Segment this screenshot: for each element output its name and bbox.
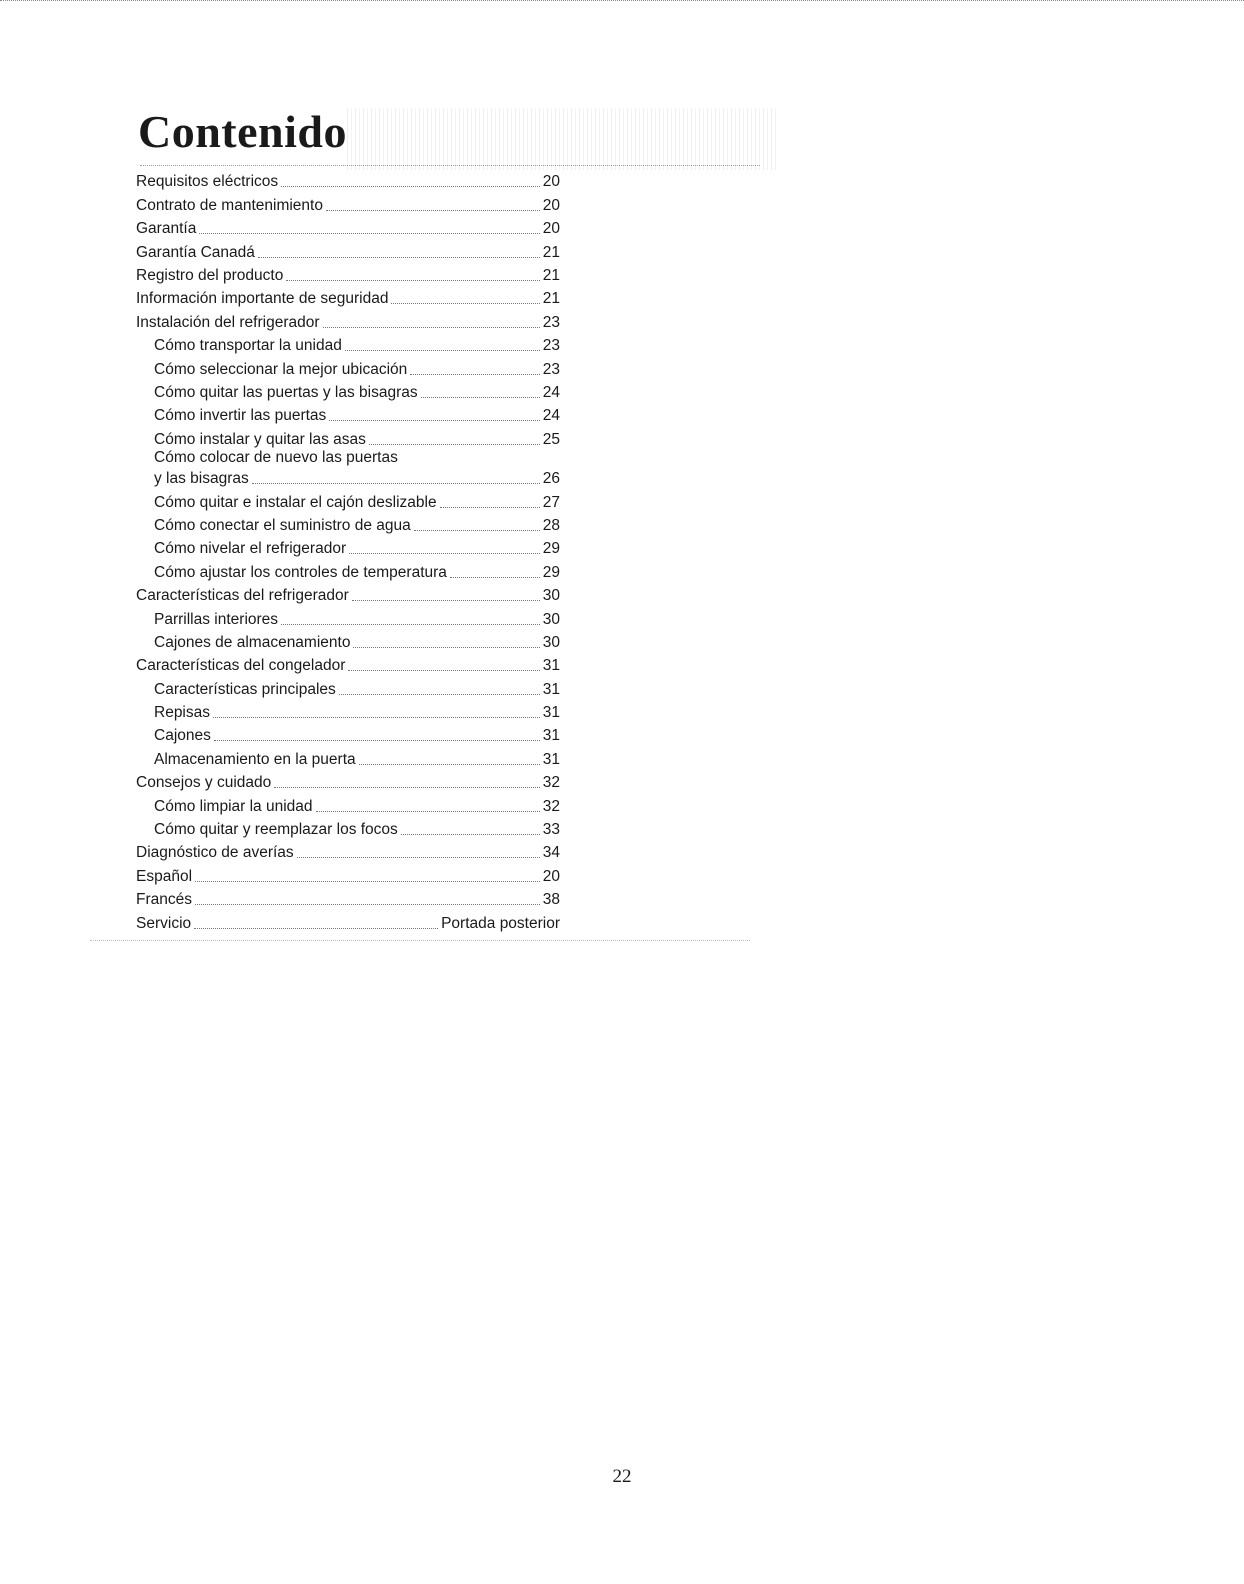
toc-entry [136, 629, 560, 652]
toc-entry-page: 31 [542, 704, 560, 722]
toc-entry-title: Servicio [136, 914, 192, 932]
toc-entry [136, 862, 560, 885]
dot-leader [359, 764, 540, 765]
toc-entry [136, 191, 560, 214]
toc-entry-page: 23 [542, 313, 560, 331]
toc-entry-title: Español [136, 867, 193, 885]
bottom-scan-rule [90, 940, 750, 942]
toc-entry-title: Cómo ajustar los controles de temperatura [154, 563, 447, 581]
toc-entry-title: Cómo quitar e instalar el cajón deslizable [154, 493, 437, 511]
toc-entry-title: Cómo invertir las puertas [154, 407, 327, 425]
dot-leader [316, 811, 540, 812]
toc-entry-page: 25 [542, 430, 560, 448]
dot-leader [329, 420, 539, 421]
toc-entry [136, 745, 560, 768]
toc-entry-continuation [136, 467, 560, 488]
toc-entry-title: Cómo transportar la unidad [154, 337, 342, 355]
dot-leader [414, 530, 540, 531]
toc-entry-page: 32 [542, 797, 560, 815]
toc-entry-page: 31 [542, 750, 560, 768]
toc-entry-page: 31 [542, 727, 560, 745]
toc-entry-page: 20 [542, 220, 560, 238]
toc-entry-page: 24 [542, 407, 560, 425]
toc-entry [136, 886, 560, 909]
toc-entry-title: Repisas [154, 704, 210, 722]
dot-leader [194, 928, 438, 929]
dot-leader [440, 507, 540, 508]
dot-leader [213, 717, 540, 718]
toc-entry-page: 31 [542, 680, 560, 698]
toc-entry-title: Cómo quitar las puertas y las bisagras [154, 383, 418, 401]
dot-leader [286, 280, 539, 281]
toc-entry-page: 28 [542, 516, 560, 534]
toc-entry-title: Cajones de almacenamiento [154, 633, 351, 651]
toc-entry-title: Información importante de seguridad [136, 290, 389, 308]
dot-leader [353, 647, 539, 648]
toc-entry [136, 238, 560, 261]
toc-entry [136, 449, 560, 468]
toc-entry [136, 675, 560, 698]
toc-entry [136, 285, 560, 308]
toc-entry [136, 652, 560, 675]
toc-entry-page: 30 [542, 633, 560, 651]
toc-entry-title: Garantía Canadá [136, 243, 255, 261]
dot-leader [199, 233, 539, 234]
toc-entry [136, 355, 560, 378]
dot-leader [450, 577, 540, 578]
dot-leader [401, 834, 540, 835]
toc-entry-title: Cómo instalar y quitar las asas [154, 430, 366, 448]
dot-leader [281, 624, 540, 625]
toc-entry [136, 488, 560, 511]
toc-entry-page: 21 [542, 290, 560, 308]
toc-entry-title: Consejos y cuidado [136, 774, 272, 792]
dot-leader [281, 186, 540, 187]
toc-entry-title: Cómo nivelar el refrigerador [154, 540, 347, 558]
toc-entry [136, 699, 560, 722]
dot-leader [297, 857, 540, 858]
toc-entry-page: 20 [542, 196, 560, 214]
toc-entry-page: 30 [542, 587, 560, 605]
toc-entry-title: Cómo limpiar la unidad [154, 797, 313, 815]
dot-leader [326, 210, 540, 211]
toc-entry-title: Contrato de mantenimiento [136, 196, 323, 214]
dot-leader [214, 740, 540, 741]
toc-entry [136, 332, 560, 355]
toc-entry-page: 29 [542, 540, 560, 558]
toc-entry-page: 31 [542, 657, 560, 675]
toc-entry-page: 30 [542, 610, 560, 628]
dot-leader [410, 374, 539, 375]
toc-entry-page: 23 [542, 337, 560, 355]
toc-entry-page: 20 [542, 173, 560, 191]
toc-entry-page: 23 [542, 360, 560, 378]
toc-entry-page: 33 [542, 821, 560, 839]
toc-entry-title: Cómo colocar de nuevo las puertas [154, 449, 398, 467]
toc-entry-title: Cajones [154, 727, 211, 745]
dot-leader [391, 303, 539, 304]
dot-leader [348, 670, 539, 671]
toc-entry [136, 769, 560, 792]
toc-entry [136, 308, 560, 331]
dot-leader [345, 350, 540, 351]
toc-entry-title: Instalación del refrigerador [136, 313, 320, 331]
dot-leader [369, 444, 540, 445]
toc-entry [136, 535, 560, 558]
toc-entry-page: Portada posterior [441, 914, 560, 932]
toc-entry-page: 34 [542, 844, 560, 862]
dot-leader [195, 881, 540, 882]
toc-entry [136, 816, 560, 839]
toc-entry-page: 21 [542, 266, 560, 284]
toc-entry-title: Requisitos eléctricos [136, 173, 279, 191]
toc-entry-title: Características del congelador [136, 657, 346, 675]
page-number: 22 [612, 1466, 632, 1487]
toc-entry-title: Almacenamiento en la puerta [154, 750, 356, 768]
toc-entry-title: Registro del producto [136, 266, 284, 284]
toc-entry [136, 425, 560, 448]
dot-leader [339, 694, 540, 695]
dot-leader [421, 397, 540, 398]
toc-entry-page: 29 [542, 563, 560, 581]
dot-leader [195, 904, 540, 905]
toc-entry [136, 792, 560, 815]
toc-entry-page: 27 [542, 493, 560, 511]
toc-entry-page: 32 [542, 774, 560, 792]
toc-entry-title: Garantía [136, 220, 197, 238]
dot-leader [274, 787, 539, 788]
toc-entry-title: Cómo quitar y reemplazar los focos [154, 821, 398, 839]
toc-entry [136, 262, 560, 285]
toc-entry-title: Características principales [154, 680, 336, 698]
table-of-contents [136, 168, 560, 933]
toc-entry [136, 558, 560, 581]
toc-entry-title: Parrillas interiores [154, 610, 279, 628]
toc-entry-page: 24 [542, 383, 560, 401]
toc-entry [136, 402, 560, 425]
toc-entry [136, 168, 560, 191]
toc-entry-page: 20 [542, 867, 560, 885]
toc-entry-title: Francés [136, 891, 192, 909]
title-underline [140, 163, 760, 166]
toc-entry [136, 582, 560, 605]
toc-entry-page: 21 [542, 243, 560, 261]
toc-entry-title: Diagnóstico de averías [136, 844, 294, 862]
toc-entry [136, 605, 560, 628]
toc-entry-page: 38 [542, 891, 560, 909]
dot-leader [349, 553, 540, 554]
toc-entry [136, 512, 560, 535]
toc-entry-title: Cómo seleccionar la mejor ubicación [154, 360, 408, 378]
dot-leader [258, 257, 540, 258]
page-title: Contenido [138, 106, 347, 157]
toc-entry-title: Características del refrigerador [136, 587, 349, 605]
toc-entry-title: Cómo conectar el suministro de agua [154, 516, 411, 534]
toc-entry [136, 215, 560, 238]
toc-entry [136, 722, 560, 745]
dot-leader [352, 600, 540, 601]
dot-leader [323, 327, 540, 328]
top-scan-rule [0, 0, 1244, 7]
toc-entry-page: 26 [542, 470, 560, 488]
toc-entry [136, 839, 560, 862]
toc-entry [136, 909, 560, 932]
toc-entry-title-continued: y las bisagras [154, 470, 249, 488]
dot-leader [252, 483, 540, 484]
toc-entry [136, 379, 560, 402]
